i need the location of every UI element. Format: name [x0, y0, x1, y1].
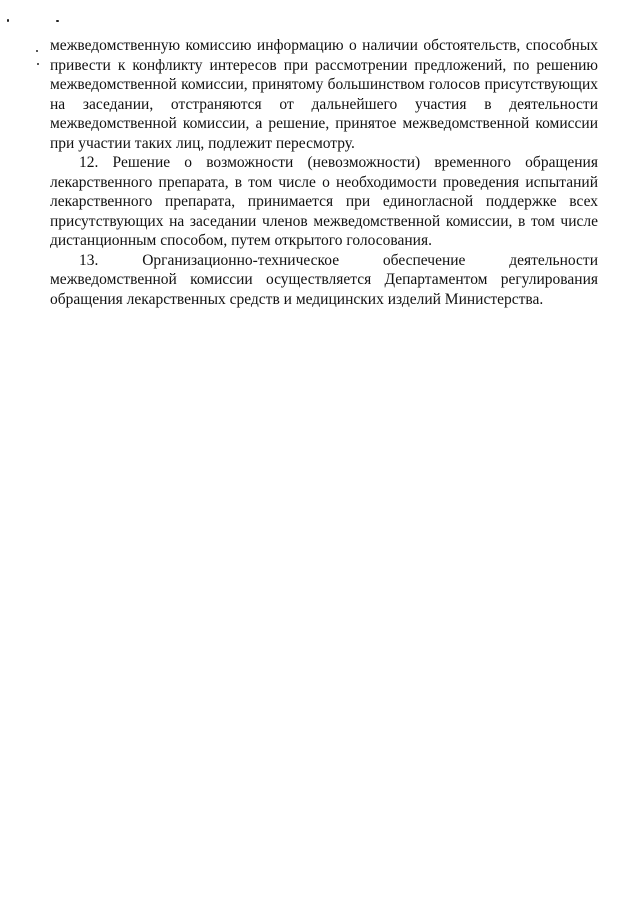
scan-speck — [7, 19, 9, 22]
paragraph-item-12: 12. Решение о возможности (невозможности) временного обращения лекарственного препарата, в том числе о необходимости проведения испытаний лекарственного препарата, принимается при единогласной поддержке всех присутствующих на заседании членов межведомственной комиссии, в том числе дистанционным способом, путем открытого голосования. — [50, 154, 598, 249]
paragraph-continuation: межведомственную комиссию информацию о наличии обстоятельств, способных привести к конфликту интересов при рассмотрении предложений, по решению межведомственной комиссии, принятому большинством голосов присутствующих на заседании, отстраняются от дальнейшего участия в деятельности межведомственной комиссии, а решение, принятое межведомственной комиссии при участии таких лиц, подлежит пересмотру. — [50, 37, 598, 152]
scan-speck — [37, 63, 39, 65]
scan-speck — [36, 50, 38, 52]
paragraph-item-13-first-line: 13. Организационно-техническое обеспечение деятельности — [79, 251, 598, 269]
document-body — [50, 36, 598, 309]
scan-speck — [56, 20, 59, 22]
paragraph-item-13-continuation: межведомственной комиссии осуществляется Департаментом регулирования обращения лекарственных средств и медицинских изделий Министерства. — [50, 271, 598, 308]
